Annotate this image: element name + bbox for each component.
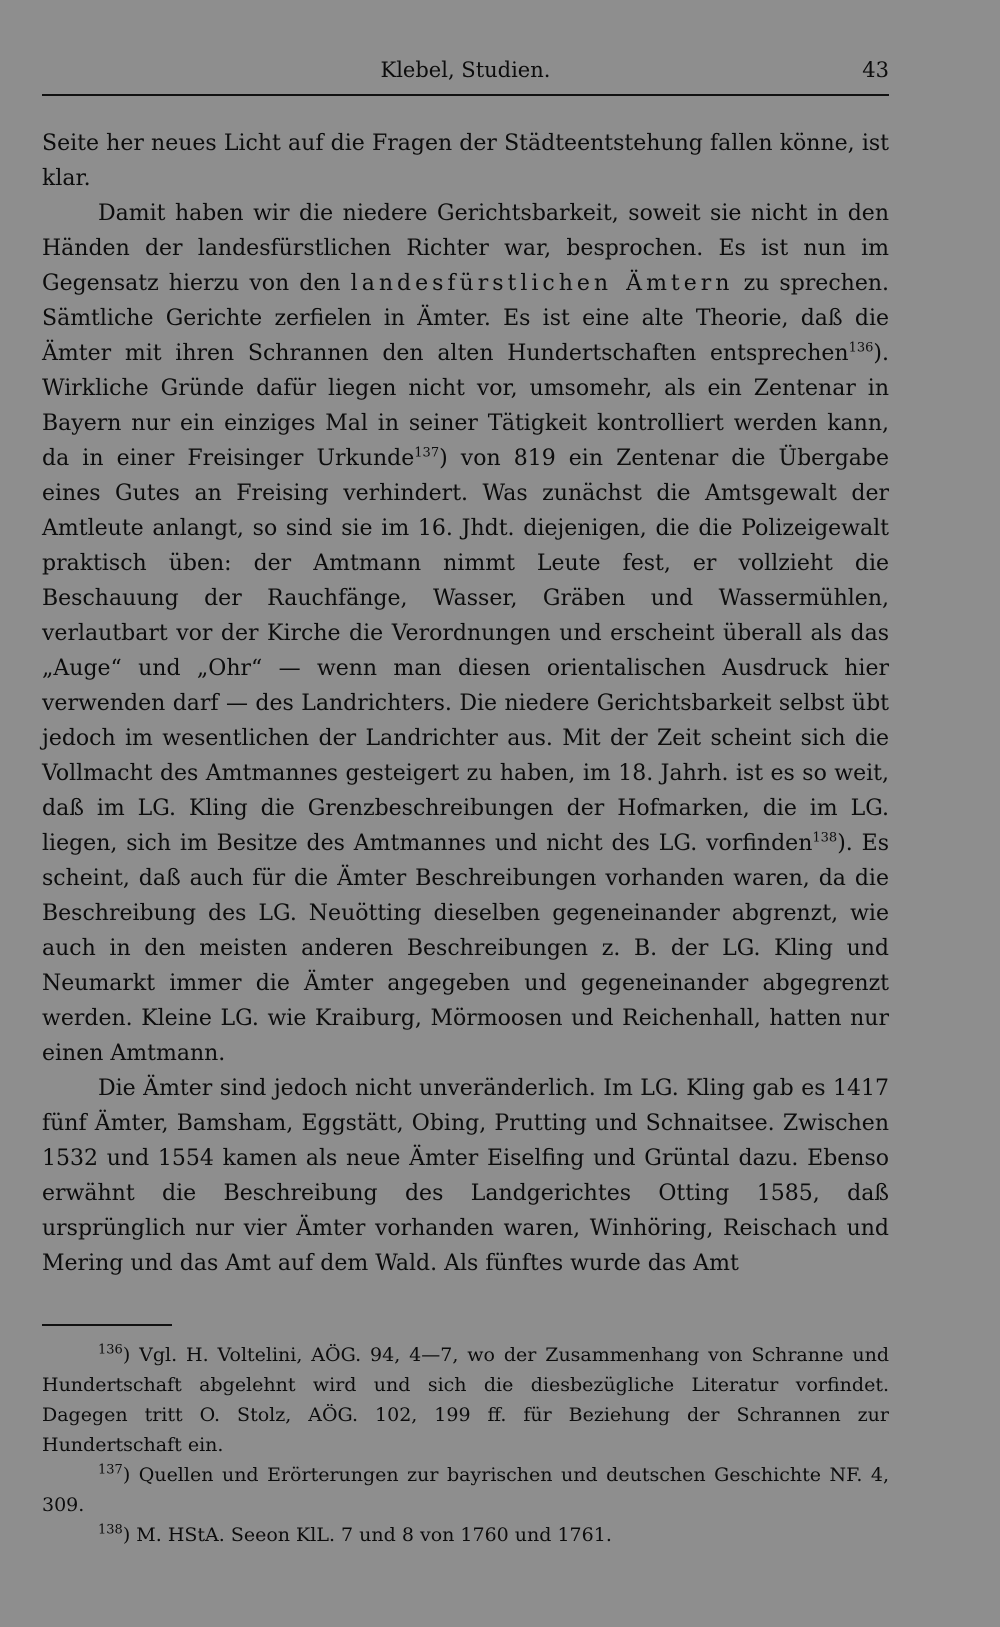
running-title: Klebel, Studien. bbox=[380, 58, 551, 82]
page-header bbox=[42, 54, 889, 96]
footnote-ref-136: 136 bbox=[848, 340, 874, 356]
footnote-divider bbox=[42, 1324, 172, 1326]
footnote-138: $^{138}$) M. HStA. Seeon KlL. 7 und 8 von 1760 und 1761. bbox=[98, 1522, 612, 1546]
page-number: 43 bbox=[862, 58, 889, 82]
footnote-136: $^{136}$) Vgl. H. Voltelini, AÖG. 94, 4—7, wo der Zusammenhang von Schranne und Hundertschaft abgelehnt wird und sich die diesbezügliche Literatur vorfindet. Dagegen tritt O. Stolz, AÖG. 102, 199 ff. für Beziehung der Schrannen zur Hundertschaft ein. bbox=[42, 1342, 889, 1456]
footnote-ref-138: 138 bbox=[812, 830, 838, 846]
paragraph-veraenderlich: Die Ämter sind jedoch nicht unveränderlich. Im LG. Kling gab es 1417 fünf Ämter, Bamsham, Eggstätt, Obing, Prutting und Schnaitsee. Zwischen 1532 und 1554 kamen als neue Ämter Eiselfing und Grüntal dazu. Ebenso erwähnt die Beschreibung des Landgerichtes Otting 1585, daß ursprünglich nur vier Ämter vorhanden waren, Winhöring, Reischach und Mering und das Amt auf dem Wald. Als fünftes wurde das Amt bbox=[42, 1076, 889, 1276]
footnote-ref-137: 137 bbox=[414, 445, 440, 461]
footnotes bbox=[42, 1340, 889, 1550]
footnote-137: $^{137}$) Quellen und Erörterungen zur bayrischen und deutschen Geschichte NF. 4, 309. bbox=[42, 1462, 889, 1516]
emphasized-term: landesfürstlichen Ämtern bbox=[350, 271, 734, 296]
paragraph-continuation: Seite her neues Licht auf die Fragen der Städteentstehung fallen könne, ist klar. bbox=[42, 131, 889, 191]
body-text bbox=[42, 126, 889, 1281]
paragraph-aemter: Damit haben wir die niedere Gerichtsbarkeit, soweit sie nicht in den Händen der landesfürstlichen Richter war, besprochen. Es ist nun im Gegensatz hierzu von den landesfürstlichen Ämtern zu sprechen. Sämtliche Gerichte zerfielen in Ämter. Es ist eine alte Theorie, daß die Ämter mit ihren Schrannen den alten Hundertschaften entsprechen$^{136}$). Wirkliche Gründe dafür liegen nicht vor, umsomehr, als ein Zentenar in Bayern nur ein einziges Mal in seiner Tätigkeit kontrolliert werden kann, da in einer Freisinger Urkunde$^{137}$) von 819 ein Zentenar die Übergabe eines Gutes an Freising verhindert. Was zunächst die Amtsgewalt der Amtleute anlangt, so sind sie im 16. Jhdt. diejenigen, die die Polizeigewalt praktisch üben: der Amtmann nimmt Leute fest, er vollzieht die Beschauung der Rauchfänge, Wasser, Gräben und Wassermühlen, verlautbart vor der Kirche die Verordnungen und erscheint überall als das „Auge“ und „Ohr“ — wenn man diesen orientalischen Ausdruck hier verwenden darf — des Landrichters. Die niedere Gerichtsbarkeit selbst übt jedoch im wesentlichen der Landrichter aus. Mit der Zeit scheint sich die Vollmacht des Amtmannes gesteigert zu haben, im 18. Jahrh. ist es so weit, daß im LG. Kling die Grenzbeschreibungen der Hofmarken, die im LG. liegen, sich im Besitze des Amtmannes und nicht des LG. vorfinden$^{138}$). Es scheint, daß auch für die Ämter Beschreibungen vorhanden waren, da die Beschreibung des LG. Neuötting dieselben gegeneinander abgrenzt, wie auch in den meisten anderen Beschreibungen z. B. der LG. Kling und Neumarkt immer die Ämter angegeben und gegeneinander abgegrenzt werden. Kleine LG. wie Kraiburg, Mörmoosen und Reichenhall, hatten nur einen Amtmann. bbox=[42, 201, 889, 1066]
